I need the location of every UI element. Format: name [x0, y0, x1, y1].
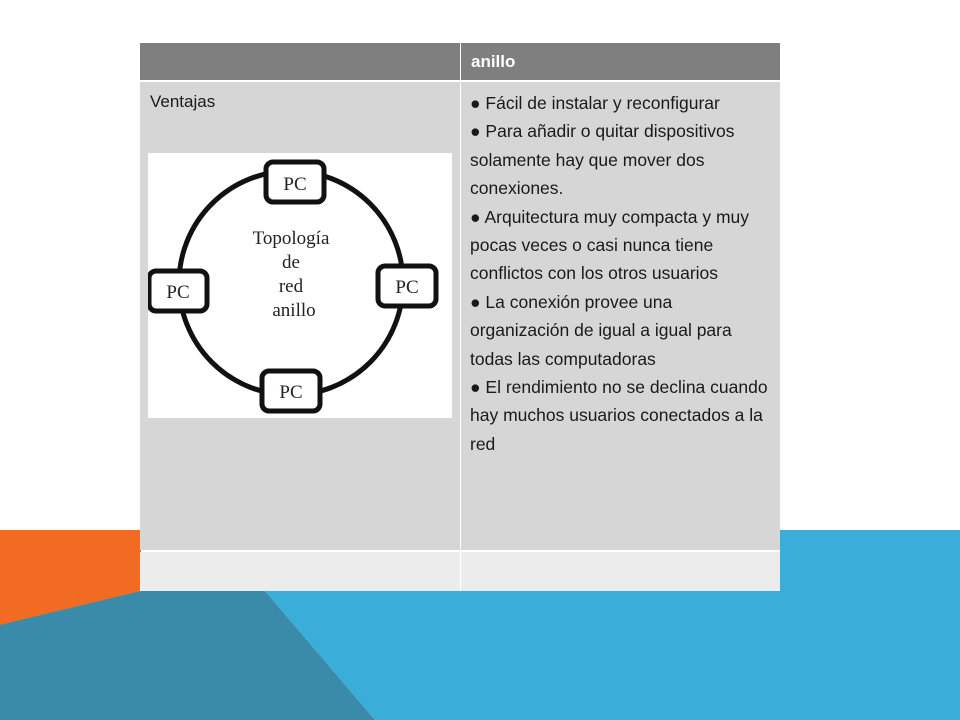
pc-label: PC [166, 282, 190, 303]
diagram-label-line: Topología [252, 228, 330, 249]
header-cell-empty [140, 43, 460, 80]
diagram-label-line: red [278, 276, 304, 297]
pc-node-left [149, 271, 207, 311]
footer-cell-right [461, 552, 780, 591]
advantage-item: ● Para añadir o quitar dispositivos solamente hay que mover dos conexiones. [470, 121, 735, 199]
header-cell-anillo: anillo [461, 43, 780, 80]
footer-cell-left [140, 552, 460, 591]
pc-label: PC [279, 382, 303, 403]
pc-node-top [266, 162, 324, 202]
pc-label: PC [395, 277, 419, 298]
pc-label: PC [283, 174, 307, 195]
pc-node-bottom [262, 371, 320, 411]
advantage-item: ● El rendimiento no se declina cuando hay muchos usuarios conectados a la red [470, 377, 768, 454]
advantage-item: ● Fácil de instalar y reconfigurar [470, 93, 720, 113]
advantage-item: ● La conexión provee una organización de igual a igual para todas las computadoras [470, 291, 732, 369]
pc-node-right [378, 266, 436, 306]
row-label-ventajas: Ventajas [150, 92, 216, 111]
diagram-label-line: anillo [272, 300, 316, 321]
advantage-item: ● Arquitectura muy compacta y muy pocas veces o casi nunca tiene conflictos con los otros usuarios [470, 206, 750, 284]
diagram-label-line: de [282, 252, 300, 273]
ring-topology-diagram [148, 153, 452, 418]
advantages-cell [461, 82, 780, 550]
